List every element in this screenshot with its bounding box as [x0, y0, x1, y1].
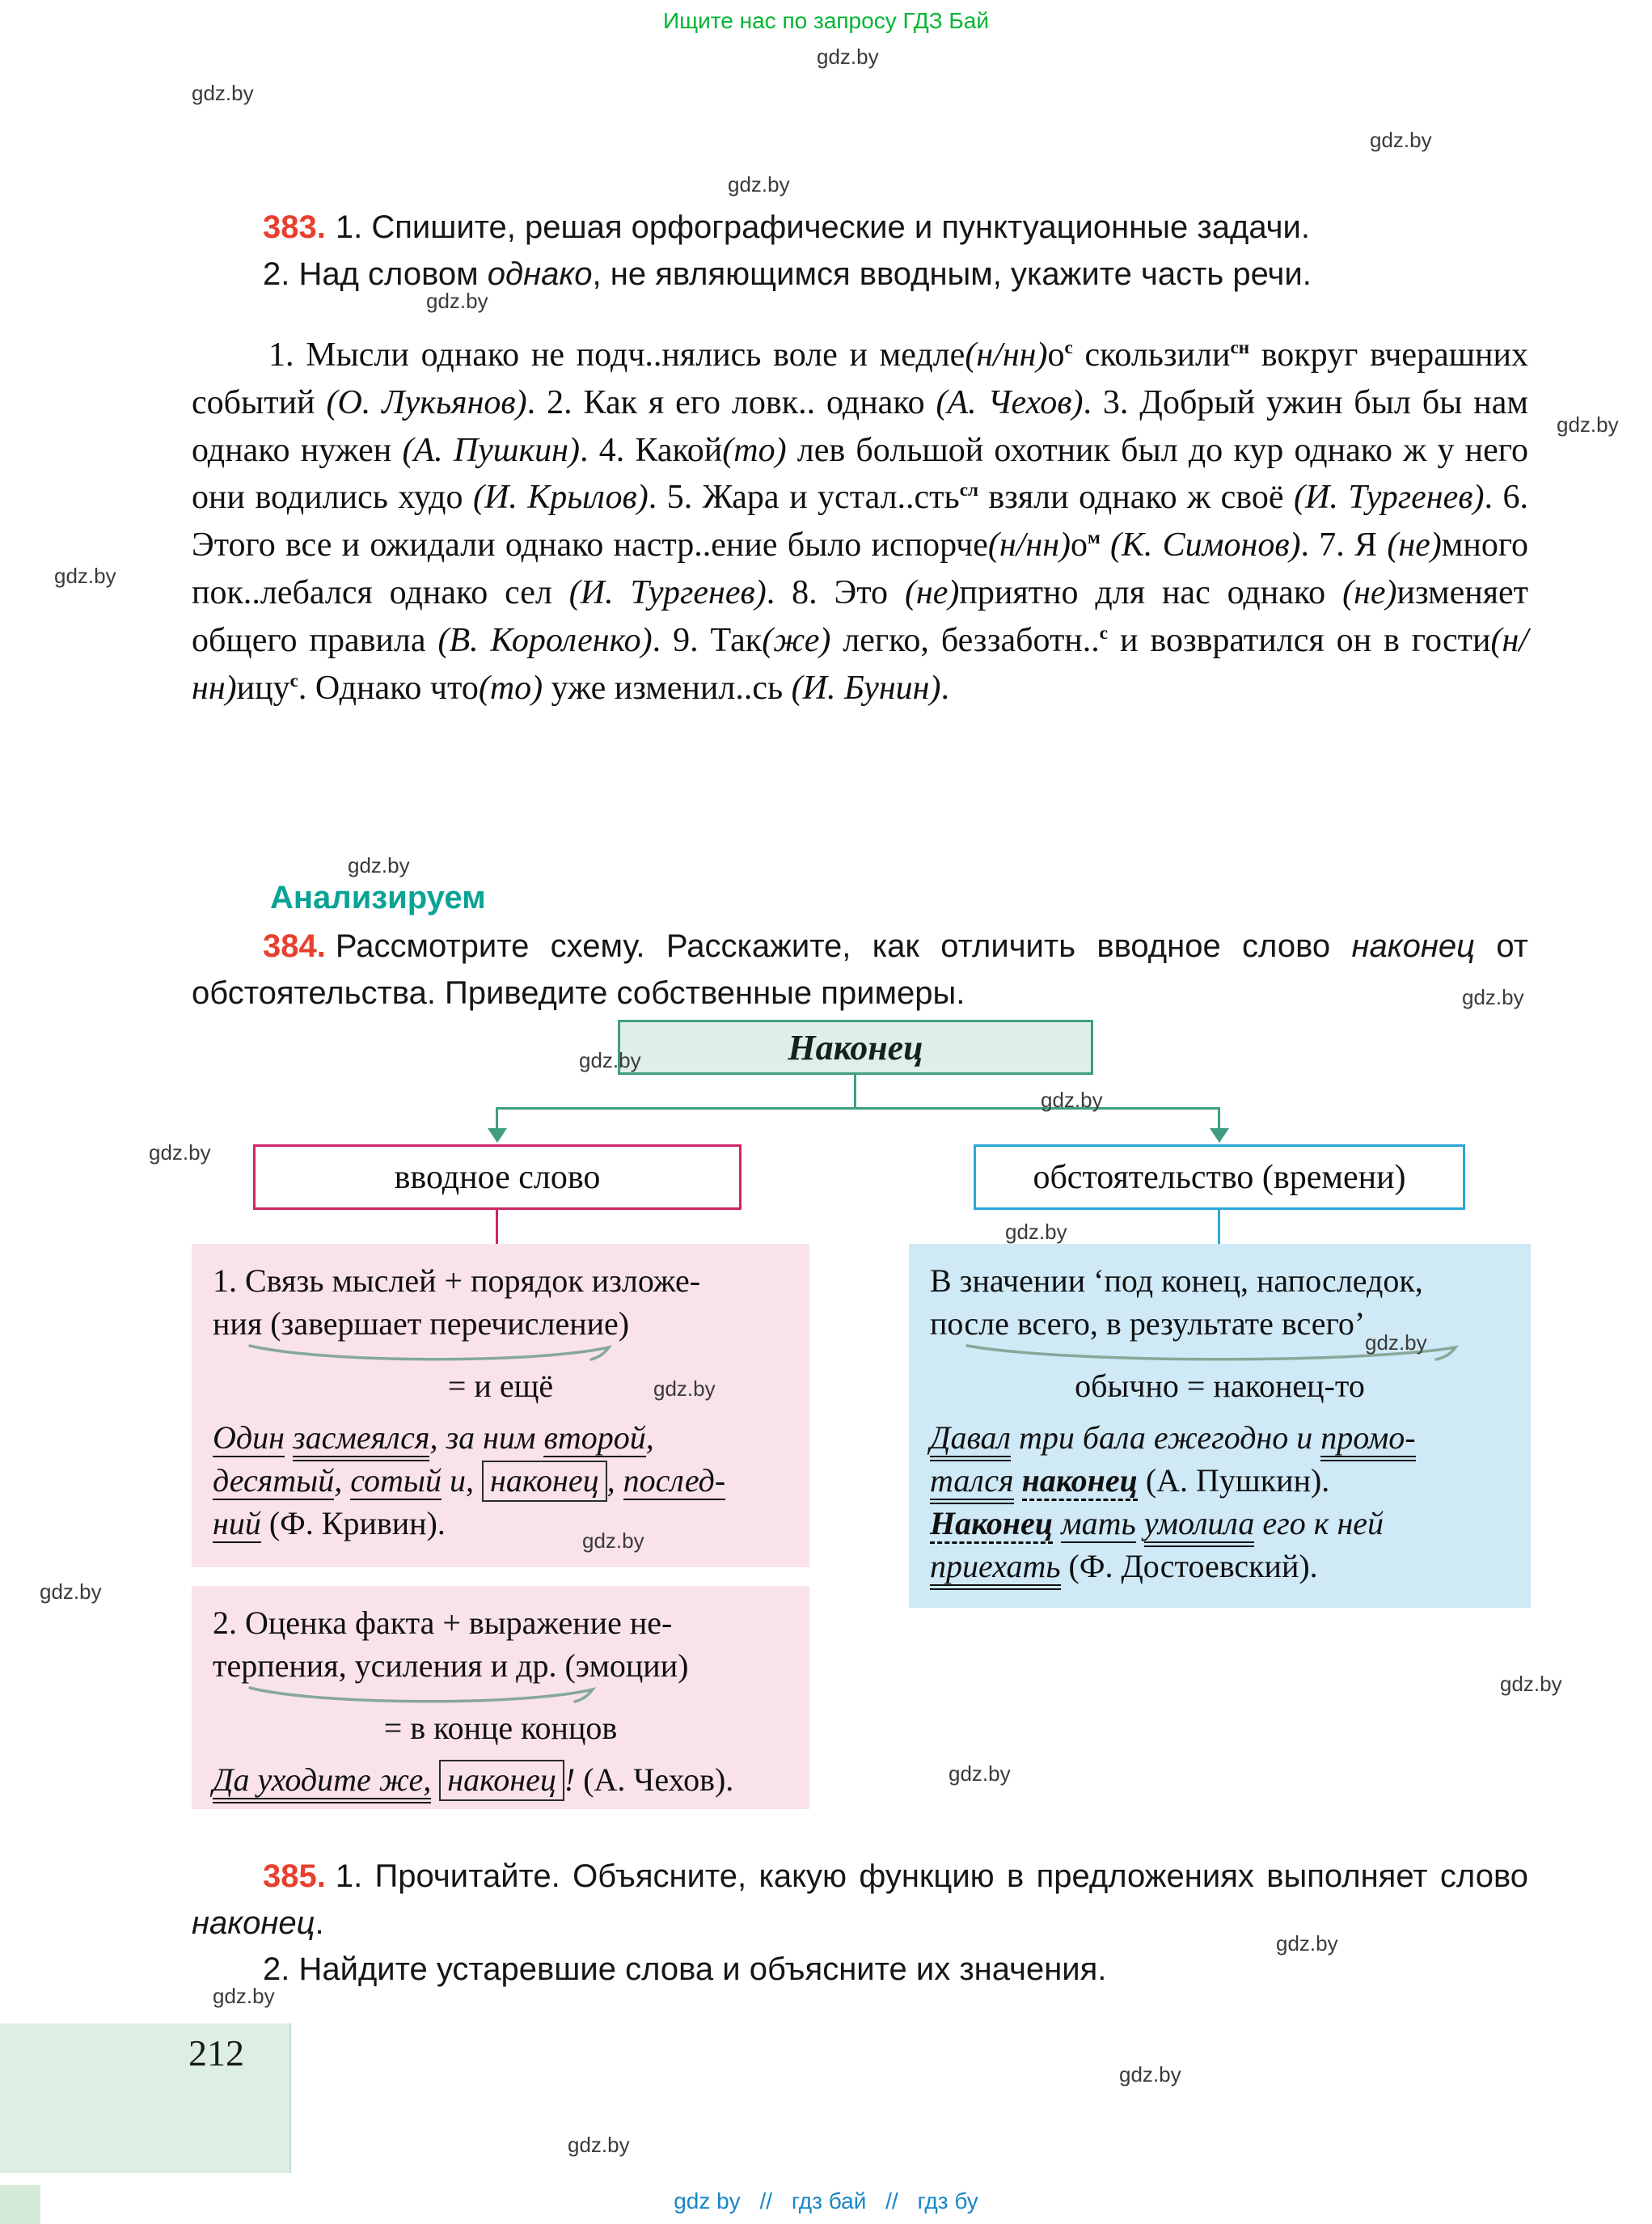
- watermark: gdz.by: [728, 172, 790, 197]
- schema-root-box: [618, 1020, 1093, 1075]
- watermark: gdz.by: [1370, 128, 1432, 152]
- watermark: gdz.by: [426, 289, 488, 313]
- page-number: 212: [188, 2032, 244, 2074]
- connector-line: [496, 1107, 498, 1130]
- instruction-text: 1. Спишите, решая орфографические и пунктуационные задачи.: [335, 209, 1310, 245]
- schema-right-box: [974, 1144, 1465, 1210]
- section-header-analyze: Анализируем: [270, 880, 486, 915]
- example-text: Давал три бала ежегодно и промо- тался наконец (А. Пушкин). Наконец мать умолила его к ней приехать (Ф. Достоевский).: [930, 1417, 1510, 1588]
- rule-text: 1. Связь мыслей + порядок изложе- ния (завершает перечисление): [213, 1262, 701, 1342]
- watermark: gdz.by: [1276, 1931, 1338, 1956]
- watermark: gdz.by: [582, 1528, 644, 1553]
- watermark: gdz.by: [1005, 1220, 1067, 1244]
- connector-line: [1218, 1107, 1220, 1130]
- schema-pink-box-2: [192, 1586, 809, 1809]
- watermark: gdz.by: [1041, 1088, 1103, 1112]
- schema-root-label: Наконец: [788, 1027, 923, 1068]
- footer-links: [0, 2188, 1652, 2214]
- equals-text: обычно = наконец-то: [1075, 1367, 1365, 1404]
- promo-banner: Ищите нас по запросу ГДЗ Бай: [662, 8, 990, 33]
- watermark: gdz.by: [213, 1984, 275, 2008]
- watermark: gdz.by: [192, 81, 254, 105]
- exercise-384-instruction: [192, 924, 1528, 1017]
- instruction-text: Рассмотрите схему. Расскажите, как отличить вводное слово наконец от обстоятельства. Приведите собственные примеры.: [192, 928, 1528, 1011]
- example-text: Один засмеялся, за ним второй, десятый, сотый и, наконец , послед- ний (Ф. Кривин).: [213, 1419, 726, 1541]
- watermark: gdz.by: [1500, 1672, 1562, 1696]
- schema-right-label: обстоятельство (времени): [1033, 1158, 1406, 1196]
- exercise-number: 384.: [263, 928, 326, 964]
- page-footer-panel: [0, 2023, 291, 2173]
- instruction-text: 1. Прочитайте. Объясните, какую функцию в предложениях выполняет слово наконец.: [192, 1858, 1528, 1941]
- footer-link-gdz-bu[interactable]: гдз бу: [917, 2188, 978, 2213]
- exercise-383-instruction-1: [263, 205, 1443, 252]
- watermark: gdz.by: [40, 1579, 102, 1604]
- watermark: gdz.by: [568, 2133, 630, 2157]
- connector-line: [496, 1107, 1220, 1110]
- watermark: gdz.by: [1557, 412, 1619, 437]
- schema-left-box: [253, 1144, 741, 1210]
- exercise-number: 383.: [263, 209, 326, 245]
- exercise-383-instruction-2: 2. Над словом однако, не являющимся вводным, укажите часть речи.: [263, 256, 1312, 292]
- footer-link-gdz-by[interactable]: gdz by: [674, 2188, 741, 2213]
- rule-text: 2. Оценка факта + выражение не- терпения, усиления и др. (эмоции): [213, 1605, 689, 1684]
- schema-pink-box-1: [192, 1244, 809, 1567]
- equals-text: = в конце концов: [383, 1709, 618, 1746]
- exercise-385-instruction-2: 2. Найдите устаревшие слова и объясните их значения.: [263, 1951, 1107, 1988]
- connector-line: [496, 1210, 498, 1244]
- exercise-number: 385.: [263, 1858, 326, 1894]
- watermark: gdz.by: [579, 1048, 641, 1072]
- watermark: gdz.by: [1365, 1330, 1427, 1355]
- watermark: gdz.by: [653, 1376, 716, 1401]
- footer-link-separator: //: [885, 2188, 898, 2213]
- connector-line: [1218, 1210, 1220, 1244]
- arrow-down-icon: [1210, 1128, 1229, 1143]
- footer-link-gdz-bai[interactable]: гдз бай: [791, 2188, 867, 2213]
- exercise-385: [192, 1854, 1528, 1994]
- schema-left-label: вводное слово: [394, 1158, 601, 1196]
- schema-blue-box: [909, 1244, 1531, 1608]
- footer-link-separator: //: [759, 2188, 773, 2213]
- watermark: gdz.by: [149, 1140, 211, 1165]
- watermark: gdz.by: [348, 853, 410, 877]
- exercise-383: [263, 205, 1443, 298]
- watermark: gdz.by: [1462, 985, 1524, 1009]
- watermark: gdz.by: [1119, 2062, 1181, 2087]
- watermark: gdz.by: [54, 564, 116, 588]
- arrow-down-icon: [488, 1128, 507, 1143]
- watermark: gdz.by: [817, 44, 879, 69]
- watermark: gdz.by: [949, 1761, 1011, 1786]
- example-text: Да уходите же, наконец ! (А. Чехов).: [213, 1759, 788, 1802]
- rule-text: В значении ‘под конец, напоследок, после всего, в результате всего’: [930, 1262, 1423, 1342]
- equals-text: = и ещё: [447, 1367, 554, 1404]
- exercise-383-body: 1. Мысли однако не подч..нялись воле и $медле(н/нн)о^с$ скользили$^{сн}$ вокруг вчерашних событий (О. Лукьянов). 2. Как я его ловк.. однако (А. Чехов). 3. Добрый ужин был бы нам однако нужен (А. Пушкин). 4. Какой(то) лев большой охотник был до кур однако ж у него они водились худо (И. Крылов). 5. Жара и устал..сть$^{сл}$ взяли однако ж своё (И. Тургенев). 6. Этого все и ожидали однако настр..ение было $испорче(н/нн)о^м$ (К. Симонов). 7. Я (не)много пок..лебался однако сел (И. Тургенев). 8. Это (не)приятно для нас однако (не)изменяет общего правила (В. Короленко). 9. Так(же) легко, беззаботн..$^с$ и возвратился он в гости(н/нн)ицу$^с$. Однако что(то) уже изменил..сь (И. Бунин).: [192, 336, 1529, 707]
- connector-line: [854, 1075, 856, 1109]
